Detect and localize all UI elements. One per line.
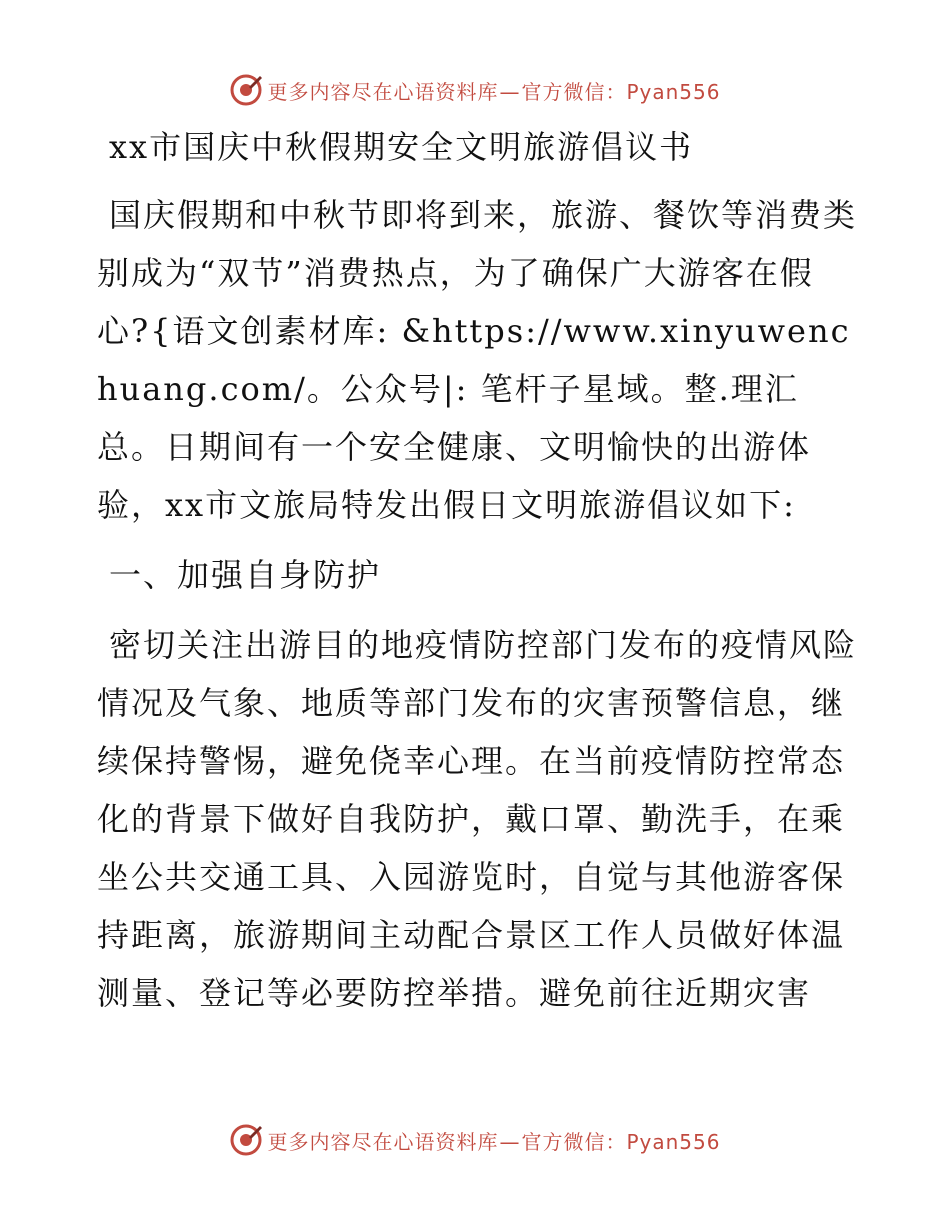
document-title: xx市国庆中秋假期安全文明旅游倡议书 [109, 128, 694, 166]
watermark-main-text: 更多内容尽在心语资料库 [267, 1129, 499, 1154]
footer-watermark-banner [0, 1120, 950, 1160]
document-body [97, 118, 857, 1022]
watermark-main-text: 更多内容尽在心语资料库 [267, 79, 499, 104]
watermark-wechat-text: 官方微信：Pyan556 [521, 1129, 721, 1154]
watermark-dash: — [499, 1129, 521, 1154]
intro-paragraph: 国庆假期和中秋节即将到来，旅游、餐饮等消费类别成为“双节”消费热点，为了确保广大游客在假心?{语文创素材库: &https://www.xinyuwenchuang.com/。公众号|: 笔杆子星域。整.理汇总。日期间有一个安全健康、文明愉快的出游体验，xx市文旅局特发出假日文明旅游倡议如下: [97, 196, 858, 524]
watermark-dash: — [499, 79, 521, 104]
watermark-text [267, 76, 720, 105]
section-paragraph: 密切关注出游目的地疫情防控部门发布的疫情风险情况及气象、地质等部门发布的灾害预警信息，继续保持警惕，避免侥幸心理。在当前疫情防控常态化的背景下做好自我防护，戴口罩、勤洗手，在乘坐公共交通工具、入园游览时，自觉与其他游客保持距离，旅游期间主动配合景区工作人员做好体温测量、登记等必要防控举措。避免前往近期灾害 [97, 626, 858, 1012]
header-watermark-banner [0, 70, 950, 110]
pen-logo-icon [229, 1123, 263, 1157]
watermark-wechat-text: 官方微信：Pyan556 [521, 79, 721, 104]
section-heading: 一、加强自身防护 [109, 556, 382, 594]
pen-logo-icon [229, 73, 263, 107]
watermark-text [267, 1126, 720, 1155]
